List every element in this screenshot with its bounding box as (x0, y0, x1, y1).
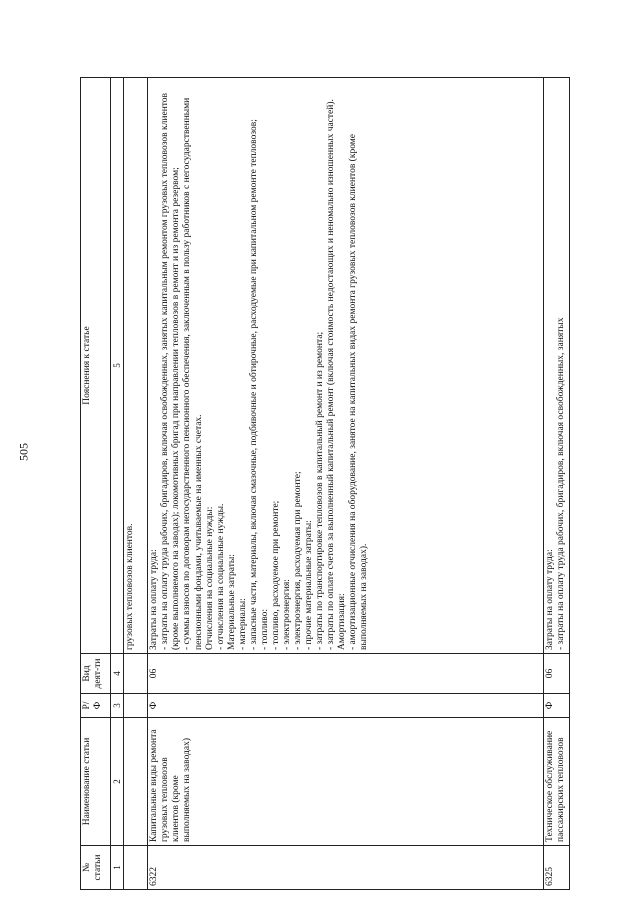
header-rf: Р/ Ф (81, 694, 111, 718)
rotated-table-area (80, 78, 570, 890)
explanation-line: Амортизация: (336, 593, 347, 650)
explanation-line: Материальные затраты: (226, 554, 237, 650)
column-number: 5 (111, 78, 124, 654)
item-name: Капитальные виды ремонта грузовых тепловозов клиентов (кроме выполняемых на заводах) (148, 718, 544, 846)
explanation-line: Отчисления на социальные нужды: (204, 506, 215, 650)
page-number: 505 (16, 443, 31, 461)
item-rf: Ф (148, 694, 544, 718)
item-number: 6322 (148, 846, 544, 890)
header-activity-type: Вид деят-ти (81, 654, 111, 694)
explanation-line: - амортизационные отчисления на оборудование, занятое на капитальных видах ремонта грузовых тепловозов клиентов (кроме выполняемых на заводах). (347, 133, 369, 650)
item-number: 6325 (544, 846, 570, 890)
explanation-line: - затраты на оплату труда рабочих, бригадиров, включая освобожденных, занятых капитальным ремонтом грузовых тепловозов клиентов (кроме выполняемого на заводах); локомотивных бригад при направлении тепловозов в ремонт и из ремонта резервом; (160, 92, 182, 650)
table-row (544, 78, 570, 890)
explanation-line: - прочие материальные затраты: (303, 520, 314, 650)
explanation-line: Затраты на оплату труда: (545, 549, 555, 650)
continuation-row (124, 78, 148, 890)
explanation-line: - затраты по оплате счетов за выполненный капитальный ремонт (включая стоимость недостающих и неномально изношенных частей). (325, 99, 336, 650)
explanation-line: - электроэнергия, расходуемая при ремонте; (292, 471, 303, 650)
explanation-line: - топливо, расходуемое при ремонте; (270, 500, 281, 650)
explanation-line: - затраты на оплату труда рабочих, бригадиров, включая освобожденных, занятых (556, 317, 567, 650)
item-explanation (148, 78, 544, 654)
explanation-line: - затраты по транспортировке тепловозов в капитальный ремонт и из ремонта; (314, 331, 325, 650)
explanation-line: - электроэнергия: (281, 579, 292, 650)
explanation-line: Затраты на оплату труда: (149, 549, 160, 650)
explanation-line: - запасные части, материалы, включая смазочные, подбивочные и обтирочные, расходуемые при капитальном ремонте тепловозов; (248, 119, 259, 650)
column-number: 2 (111, 718, 124, 846)
column-number: 1 (111, 846, 124, 890)
explanation-line: - суммы взносов по договорам негосударственного пенсионного обеспечения, заключенным в пользу работников с негосударственными пенсионными фондами, учитываемые на именных счетах. (182, 97, 204, 650)
expense-items-table (80, 77, 570, 890)
item-activity-type: 06 (544, 654, 570, 694)
header-row (81, 78, 111, 890)
item-activity-type: 06 (148, 654, 544, 694)
table-row (148, 78, 544, 890)
explanation-line: - топливо: (259, 608, 270, 650)
header-explanation: Пояснения к статье (81, 78, 111, 654)
header-item-number: № статьи (81, 846, 111, 890)
column-number: 3 (111, 694, 124, 718)
item-rf: Ф (544, 694, 570, 718)
explanation-line: - материалы: (237, 598, 248, 650)
item-explanation (544, 78, 570, 654)
column-number-row (111, 78, 124, 890)
column-number: 4 (111, 654, 124, 694)
item-name: Техническое обслуживание пассажирских тепловозов (544, 718, 570, 846)
header-item-name: Наименование статьи (81, 718, 111, 846)
continuation-text: грузовых тепловозов клиентов. (124, 78, 148, 654)
explanation-line: - отчисления на социальные нужды. (215, 503, 226, 650)
